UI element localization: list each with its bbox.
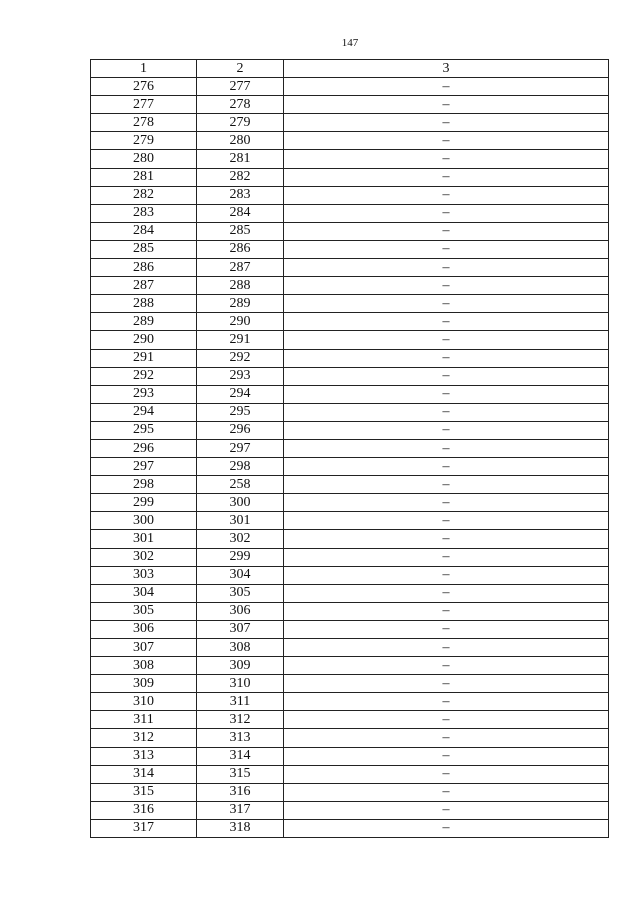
table-cell: 316: [197, 783, 284, 801]
table-cell: 297: [91, 458, 197, 476]
table-cell: –: [284, 819, 609, 837]
table-cell: 317: [91, 819, 197, 837]
table-cell: 296: [197, 421, 284, 439]
table-cell: 313: [197, 729, 284, 747]
table-cell: 300: [91, 512, 197, 530]
table-cell: –: [284, 584, 609, 602]
table-cell: 287: [197, 259, 284, 277]
table-cell: 277: [197, 78, 284, 96]
table-cell: 307: [197, 620, 284, 638]
table-row: [91, 729, 609, 747]
table-cell: 299: [197, 548, 284, 566]
table-cell: –: [284, 385, 609, 403]
table-cell: –: [284, 259, 609, 277]
table-cell: –: [284, 765, 609, 783]
table-body: [91, 60, 609, 838]
table-cell: 308: [91, 657, 197, 675]
table-cell: 311: [197, 693, 284, 711]
table-cell: 295: [197, 403, 284, 421]
table-cell: –: [284, 747, 609, 765]
table-cell: –: [284, 639, 609, 657]
table-cell: –: [284, 494, 609, 512]
table-row: [91, 566, 609, 584]
table-cell: 302: [197, 530, 284, 548]
table-row: [91, 548, 609, 566]
table-row: [91, 584, 609, 602]
table-cell: –: [284, 96, 609, 114]
table-cell: –: [284, 458, 609, 476]
table-row: [91, 331, 609, 349]
column-header: 1: [91, 60, 197, 78]
table-row: [91, 530, 609, 548]
table-cell: 284: [91, 222, 197, 240]
table-cell: –: [284, 512, 609, 530]
page-number: 147: [341, 37, 359, 49]
table-cell: 278: [197, 96, 284, 114]
table-cell: –: [284, 530, 609, 548]
table-cell: 312: [91, 729, 197, 747]
table-cell: 315: [197, 765, 284, 783]
table-row: [91, 204, 609, 222]
table-cell: –: [284, 439, 609, 457]
table-cell: 316: [91, 801, 197, 819]
table-cell: –: [284, 403, 609, 421]
table-cell: 283: [91, 204, 197, 222]
table-cell: 286: [197, 240, 284, 258]
table-row: [91, 819, 609, 837]
table-cell: –: [284, 620, 609, 638]
table-cell: 310: [197, 675, 284, 693]
table-cell: 315: [91, 783, 197, 801]
table-cell: –: [284, 675, 609, 693]
table-cell: –: [284, 186, 609, 204]
table-row: [91, 421, 609, 439]
table-row: [91, 693, 609, 711]
table-row: [91, 132, 609, 150]
table-cell: –: [284, 566, 609, 584]
table-cell: 317: [197, 801, 284, 819]
table-cell: 296: [91, 439, 197, 457]
table-cell: –: [284, 222, 609, 240]
table-row: [91, 168, 609, 186]
table-row: [91, 277, 609, 295]
table-cell: –: [284, 204, 609, 222]
table-cell: –: [284, 168, 609, 186]
table-cell: 306: [91, 620, 197, 638]
table-cell: 285: [197, 222, 284, 240]
table-cell: –: [284, 801, 609, 819]
table-cell: 293: [197, 367, 284, 385]
table-cell: –: [284, 693, 609, 711]
table-cell: 307: [91, 639, 197, 657]
table-row: [91, 385, 609, 403]
table-cell: 282: [197, 168, 284, 186]
table-cell: 314: [91, 765, 197, 783]
table-cell: 288: [197, 277, 284, 295]
table-cell: –: [284, 783, 609, 801]
table-row: [91, 711, 609, 729]
table-cell: –: [284, 331, 609, 349]
table-cell: 300: [197, 494, 284, 512]
table-cell: 258: [197, 476, 284, 494]
table-cell: –: [284, 421, 609, 439]
table-row: [91, 240, 609, 258]
table-cell: 282: [91, 186, 197, 204]
table-row: [91, 78, 609, 96]
table-cell: 278: [91, 114, 197, 132]
table-cell: 289: [197, 295, 284, 313]
table-cell: 283: [197, 186, 284, 204]
table-cell: 279: [197, 114, 284, 132]
column-header: 3: [284, 60, 609, 78]
table-cell: 276: [91, 78, 197, 96]
table-cell: 304: [197, 566, 284, 584]
table-cell: 285: [91, 240, 197, 258]
table-row: [91, 675, 609, 693]
table-cell: 301: [91, 530, 197, 548]
table-cell: 305: [197, 584, 284, 602]
table-row: [91, 295, 609, 313]
table-cell: 301: [197, 512, 284, 530]
table-cell: 293: [91, 385, 197, 403]
column-header: 2: [197, 60, 284, 78]
table-row: [91, 403, 609, 421]
table-cell: –: [284, 78, 609, 96]
table-cell: 281: [197, 150, 284, 168]
table-cell: 292: [91, 367, 197, 385]
table-row: [91, 765, 609, 783]
table-row: [91, 476, 609, 494]
table-cell: –: [284, 277, 609, 295]
table-row: [91, 620, 609, 638]
table-header-row: [91, 60, 609, 78]
table-row: [91, 458, 609, 476]
table-cell: –: [284, 729, 609, 747]
table-cell: 294: [197, 385, 284, 403]
table-cell: 308: [197, 639, 284, 657]
table-cell: 297: [197, 439, 284, 457]
table-cell: 312: [197, 711, 284, 729]
table-cell: 306: [197, 602, 284, 620]
table-row: [91, 639, 609, 657]
table-cell: 281: [91, 168, 197, 186]
table-cell: 295: [91, 421, 197, 439]
table-cell: 280: [197, 132, 284, 150]
table-cell: 299: [91, 494, 197, 512]
table-cell: 290: [91, 331, 197, 349]
table-cell: 280: [91, 150, 197, 168]
table-cell: 284: [197, 204, 284, 222]
table-row: [91, 439, 609, 457]
table-cell: 287: [91, 277, 197, 295]
table-cell: –: [284, 602, 609, 620]
table-cell: 291: [91, 349, 197, 367]
table-cell: 311: [91, 711, 197, 729]
table-cell: –: [284, 548, 609, 566]
table-cell: 298: [197, 458, 284, 476]
table-cell: 292: [197, 349, 284, 367]
table-row: [91, 259, 609, 277]
table-row: [91, 186, 609, 204]
table-row: [91, 96, 609, 114]
table-cell: 291: [197, 331, 284, 349]
table-cell: –: [284, 240, 609, 258]
table-cell: 305: [91, 602, 197, 620]
table-row: [91, 114, 609, 132]
table-row: [91, 150, 609, 168]
table-cell: 303: [91, 566, 197, 584]
table-cell: 318: [197, 819, 284, 837]
table-cell: 310: [91, 693, 197, 711]
table-row: [91, 512, 609, 530]
table-cell: 302: [91, 548, 197, 566]
table-row: [91, 783, 609, 801]
table-row: [91, 747, 609, 765]
table-row: [91, 349, 609, 367]
table-cell: 304: [91, 584, 197, 602]
table-cell: –: [284, 150, 609, 168]
table-row: [91, 367, 609, 385]
table-cell: –: [284, 132, 609, 150]
table-row: [91, 494, 609, 512]
table-cell: 288: [91, 295, 197, 313]
table-cell: 314: [197, 747, 284, 765]
table-cell: 313: [91, 747, 197, 765]
table-cell: 290: [197, 313, 284, 331]
table-cell: 289: [91, 313, 197, 331]
data-table: [90, 59, 609, 838]
table-row: [91, 801, 609, 819]
table-cell: –: [284, 313, 609, 331]
table-row: [91, 657, 609, 675]
table-cell: 286: [91, 259, 197, 277]
table-cell: 309: [197, 657, 284, 675]
table-cell: –: [284, 476, 609, 494]
table-cell: 309: [91, 675, 197, 693]
table-cell: –: [284, 367, 609, 385]
table-cell: 294: [91, 403, 197, 421]
table-cell: –: [284, 114, 609, 132]
table-cell: –: [284, 657, 609, 675]
table-cell: –: [284, 711, 609, 729]
table-cell: –: [284, 349, 609, 367]
table-row: [91, 222, 609, 240]
table-cell: 298: [91, 476, 197, 494]
table-row: [91, 602, 609, 620]
table-cell: –: [284, 295, 609, 313]
table-cell: 279: [91, 132, 197, 150]
table-cell: 277: [91, 96, 197, 114]
table-row: [91, 313, 609, 331]
